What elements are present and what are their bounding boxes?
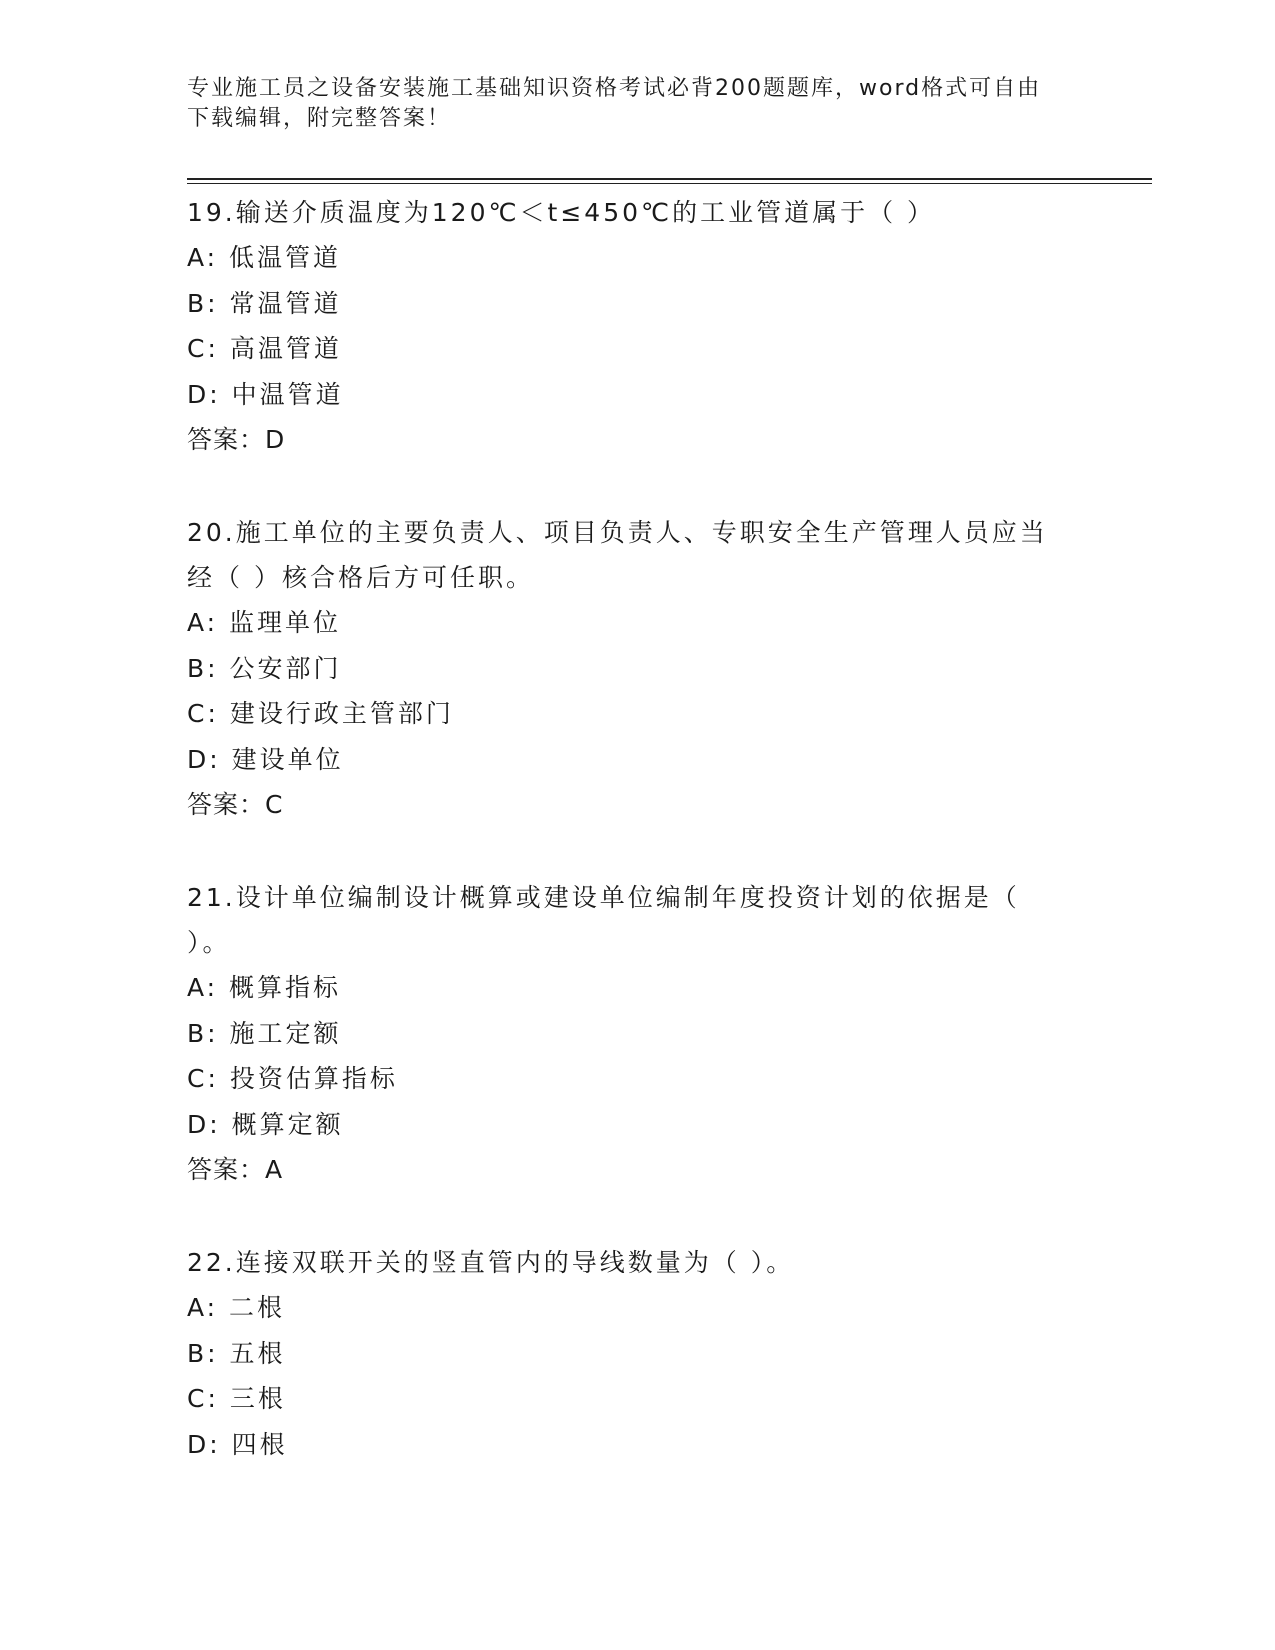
option-c: C: 投资估算指标 [187, 1064, 398, 1093]
question-text: 22.连接双联开关的竖直管内的导线数量为（ ）。 [187, 1248, 795, 1277]
option-b: B: 常温管道 [187, 288, 342, 318]
option-c: C: 建设行政主管部门 [187, 699, 454, 728]
answer [187, 1147, 1087, 1193]
question-spacer [187, 828, 1087, 875]
question-spacer [187, 1193, 1087, 1240]
question-spacer [187, 463, 1087, 510]
question-21 [187, 875, 1087, 1193]
option-d: D: 四根 [187, 1429, 288, 1459]
question-list [187, 190, 1087, 1467]
answer [187, 417, 1087, 463]
question-19 [187, 190, 1087, 463]
question-text: 19.输送介质温度为120℃＜t≤450℃的工业管道属于（ ） [187, 198, 936, 227]
document-header [187, 74, 1067, 134]
question-22 [187, 1240, 1087, 1467]
answer [187, 782, 1087, 828]
option-a: A: 二根 [187, 1293, 286, 1322]
option-d: D: 建设单位 [187, 744, 344, 774]
question-20 [187, 510, 1087, 828]
answer-value: A [265, 1155, 286, 1184]
question-text: 20.施工单位的主要负责人、项目负责人、专职安全生产管理人员应当 [187, 518, 1048, 547]
header-title-line-2: 下载编辑，附完整答案！ [187, 106, 452, 131]
question-text-continued: 经（ ）核合格后方可任职。 [187, 563, 534, 592]
option-b: B: 公安部门 [187, 653, 342, 683]
answer-label: 答案： [187, 425, 266, 454]
option-b: B: 施工定额 [187, 1018, 342, 1048]
question-text-continued: ）。 [187, 928, 231, 957]
answer-label: 答案： [187, 1155, 266, 1184]
answer-value: D [265, 425, 288, 454]
header-divider-thick [187, 178, 1152, 180]
option-a: A: 概算指标 [187, 973, 342, 1002]
option-d: D: 概算定额 [187, 1109, 344, 1139]
header-divider-thin [187, 183, 1152, 184]
option-b: B: 五根 [187, 1338, 286, 1368]
question-text: 21.设计单位编制设计概算或建设单位编制年度投资计划的依据是（ [187, 883, 1020, 912]
option-d: D: 中温管道 [187, 379, 344, 409]
header-title-line-1: 专业施工员之设备安装施工基础知识资格考试必背200题题库，word格式可自由 [187, 76, 1042, 101]
answer-value: C [265, 790, 286, 819]
option-c: C: 高温管道 [187, 334, 342, 363]
answer-label: 答案： [187, 790, 266, 819]
option-c: C: 三根 [187, 1384, 286, 1413]
option-a: A: 低温管道 [187, 243, 342, 272]
option-a: A: 监理单位 [187, 608, 342, 637]
